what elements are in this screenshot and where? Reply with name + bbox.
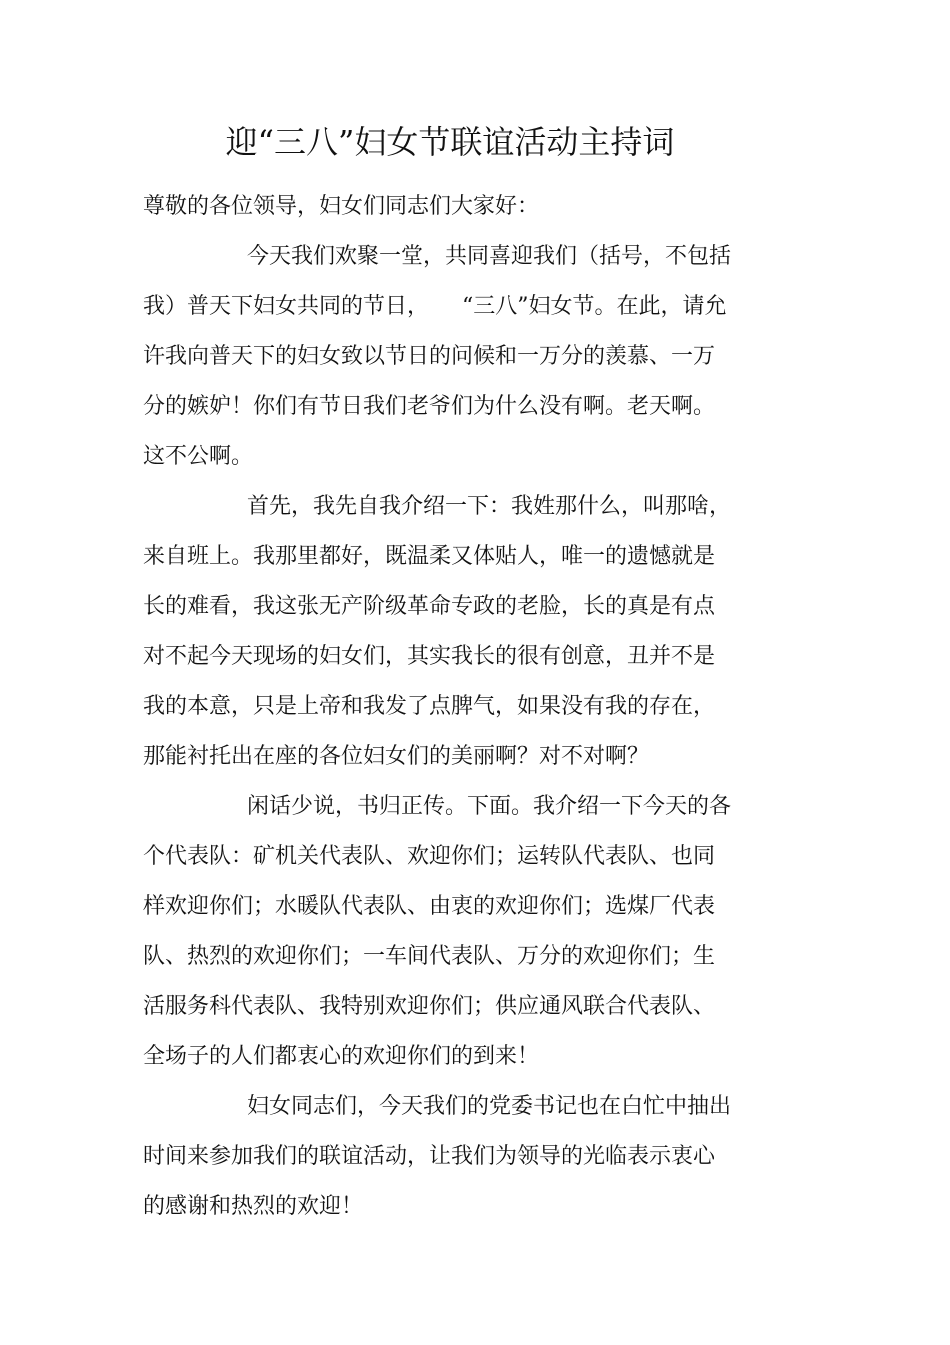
paragraph-3 <box>143 782 783 1082</box>
paragraph-line: 样欢迎你们；水暖队代表队、由衷的欢迎你们；选煤厂代表 <box>143 894 716 919</box>
paragraph-line: 来自班上。我那里都好，既温柔又体贴人，唯一的遗憾就是 <box>143 544 716 569</box>
paragraph-line: 全场子的人们都衷心的欢迎你们的到来！ <box>143 1044 540 1069</box>
paragraph-line: 我的本意，只是上帝和我发了点脾气，如果没有我的存在， <box>143 694 716 719</box>
paragraph-line: 妇女同志们，今天我们的党委书记也在白忙中抽出 <box>247 1094 732 1119</box>
paragraph-line: 的感谢和热烈的欢迎！ <box>143 1194 364 1219</box>
paragraph-line: 我）普天下妇女共同的节日， “三八”妇女节。在此，请允 <box>143 294 727 319</box>
paragraph-line: 那能衬托出在座的各位妇女们的美丽啊？对不对啊？ <box>143 744 650 769</box>
paragraph-line: 首先，我先自我介绍一下：我姓那什么，叫那啥， <box>247 494 732 519</box>
paragraph-line: 队、热烈的欢迎你们；一车间代表队、万分的欢迎你们；生 <box>143 944 716 969</box>
paragraph-4 <box>143 1082 783 1232</box>
paragraph-line: 这不公啊。 <box>143 444 254 469</box>
paragraph-2 <box>143 482 783 782</box>
document-body <box>143 182 783 1232</box>
greeting-line: 尊敬的各位领导，妇女们同志们大家好： <box>143 194 540 219</box>
paragraph-line: 对不起今天现场的妇女们，其实我长的很有创意，丑并不是 <box>143 644 716 669</box>
paragraph-line: 时间来参加我们的联谊活动，让我们为领导的光临表示衷心 <box>143 1144 716 1169</box>
paragraph-line: 活服务科代表队、我特别欢迎你们；供应通风联合代表队、 <box>143 994 716 1019</box>
paragraph-line: 许我向普天下的妇女致以节日的问候和一万分的羡慕、一万 <box>143 344 716 369</box>
document-title: 迎“三八”妇女节联谊活动主持词 <box>225 123 675 161</box>
paragraph-1 <box>143 232 783 482</box>
paragraph-line: 闲话少说，书归正传。下面。我介绍一下今天的各 <box>247 794 732 819</box>
paragraph-line: 今天我们欢聚一堂，共同喜迎我们（括号，不包括 <box>247 244 732 269</box>
paragraph-line: 长的难看，我这张无产阶级革命专政的老脸，长的真是有点 <box>143 594 716 619</box>
paragraph-line: 个代表队：矿机关代表队、欢迎你们；运转队代表队、也同 <box>143 844 716 869</box>
paragraph-line: 分的嫉妒！你们有节日我们老爷们为什么没有啊。老天啊。 <box>143 394 716 419</box>
